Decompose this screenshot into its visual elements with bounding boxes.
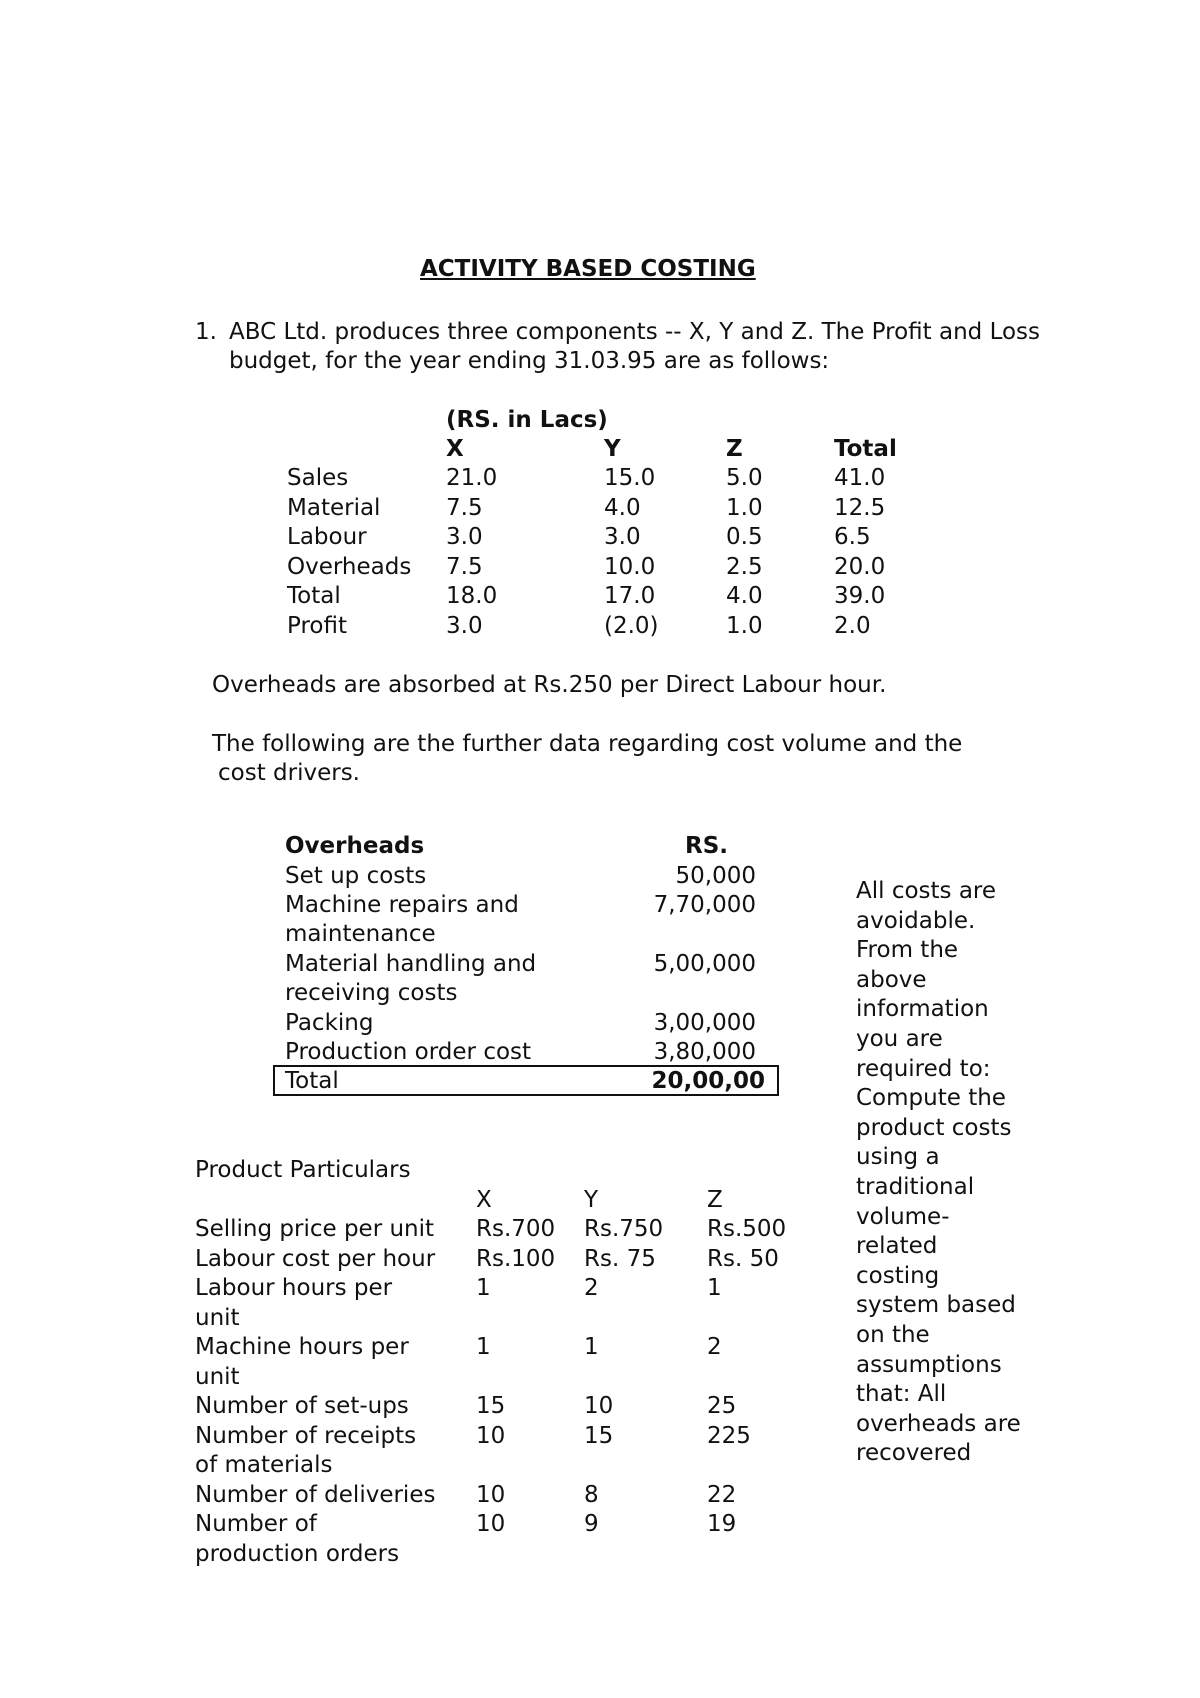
particulars-cell: 1 <box>476 1275 491 1301</box>
particulars-cell: Rs.750 <box>584 1216 664 1242</box>
particulars-header-y: Y <box>584 1187 599 1213</box>
budget-cell: 15.0 <box>604 465 656 491</box>
particulars-cell: 10 <box>476 1511 506 1537</box>
budget-header-x: X <box>446 436 464 462</box>
overheads-total-amount: 20,00,00 <box>651 1068 765 1094</box>
particulars-row-label: Number of set-ups <box>195 1393 409 1419</box>
particulars-header-z: Z <box>707 1187 723 1213</box>
particulars-cell: 1 <box>707 1275 722 1301</box>
budget-cell: 41.0 <box>834 465 886 491</box>
budget-cell: 10.0 <box>604 554 656 580</box>
budget-cell: 21.0 <box>446 465 498 491</box>
budget-cell: 4.0 <box>604 495 641 521</box>
question-number: 1. <box>195 319 217 345</box>
budget-cell: 12.5 <box>834 495 886 521</box>
budget-row <box>0 582 1200 611</box>
particulars-cell: 22 <box>707 1482 737 1508</box>
particulars-cell: 8 <box>584 1482 599 1508</box>
budget-header-total: Total <box>834 436 897 462</box>
particulars-row-label-cont: unit <box>195 1305 240 1331</box>
overhead-item-label: Material handling and <box>285 951 537 977</box>
budget-cell: 1.0 <box>726 495 763 521</box>
budget-cell: 20.0 <box>834 554 886 580</box>
budget-cell: 3.0 <box>604 524 641 550</box>
particulars-cell: 225 <box>707 1423 751 1449</box>
particulars-row-label: Machine hours per <box>195 1334 409 1360</box>
overhead-item-amount: 5,00,000 <box>653 951 756 977</box>
overheads-header-amount: RS. <box>685 833 729 859</box>
budget-cell: (2.0) <box>604 613 659 639</box>
particulars-cell: Rs.700 <box>476 1216 556 1242</box>
page-title: ACTIVITY BASED COSTING <box>420 256 756 282</box>
budget-row <box>0 523 1200 552</box>
overhead-item-amount: 50,000 <box>675 863 756 889</box>
particulars-cell: 10 <box>476 1482 506 1508</box>
budget-cell: 0.5 <box>726 524 763 550</box>
particulars-cell: 2 <box>707 1334 722 1360</box>
particulars-cell: 2 <box>584 1275 599 1301</box>
overhead-item-amount: 7,70,000 <box>653 892 756 918</box>
budget-cell: 39.0 <box>834 583 886 609</box>
particulars-row-label: Number of <box>195 1511 317 1537</box>
particulars-cell: 15 <box>476 1393 506 1419</box>
particulars-row-label: Selling price per unit <box>195 1216 435 1242</box>
particulars-row-label: Number of deliveries <box>195 1482 436 1508</box>
further-data-line-1: The following are the further data regarding cost volume and the <box>212 731 963 757</box>
overhead-item-label: Set up costs <box>285 863 427 889</box>
budget-row-label: Profit <box>287 613 347 639</box>
particulars-cell: 10 <box>476 1423 506 1449</box>
particulars-cell: 9 <box>584 1511 599 1537</box>
budget-row <box>0 494 1200 523</box>
budget-row <box>0 464 1200 493</box>
budget-header-y: Y <box>604 436 621 462</box>
budget-row <box>0 553 1200 582</box>
overhead-item-label-cont: receiving costs <box>285 980 458 1006</box>
particulars-cell: 19 <box>707 1511 737 1537</box>
particulars-row-label-cont: of materials <box>195 1452 333 1478</box>
budget-header-z: Z <box>726 436 743 462</box>
overheads-total-label: Total <box>285 1068 339 1094</box>
budget-row-label: Overheads <box>287 554 412 580</box>
particulars-row-label: Labour cost per hour <box>195 1246 436 1272</box>
particulars-cell: 1 <box>584 1334 599 1360</box>
overhead-item-amount: 3,00,000 <box>653 1010 756 1036</box>
particulars-cell: 25 <box>707 1393 737 1419</box>
overheads-header-label: Overheads <box>285 833 425 859</box>
overhead-item-label-cont: maintenance <box>285 921 436 947</box>
particulars-row-label: Number of receipts <box>195 1423 417 1449</box>
budget-unit-label: (RS. in Lacs) <box>446 407 608 433</box>
budget-cell: 7.5 <box>446 495 483 521</box>
particulars-row-label-cont: unit <box>195 1364 240 1390</box>
budget-row-label: Sales <box>287 465 349 491</box>
question-line-2: budget, for the year ending 31.03.95 are as follows: <box>229 348 830 374</box>
overhead-item-label: Machine repairs and <box>285 892 519 918</box>
overhead-item-amount: 3,80,000 <box>653 1039 756 1065</box>
budget-cell: 3.0 <box>446 524 483 550</box>
particulars-heading: Product Particulars <box>195 1157 411 1183</box>
particulars-cell: Rs.500 <box>707 1216 787 1242</box>
overhead-item-label: Production order cost <box>285 1039 532 1065</box>
budget-cell: 18.0 <box>446 583 498 609</box>
particulars-cell: Rs. 75 <box>584 1246 656 1272</box>
budget-row-label: Total <box>287 583 341 609</box>
budget-cell: 3.0 <box>446 613 483 639</box>
question-line-1: ABC Ltd. produces three components -- X, Y and Z. The Profit and Loss <box>229 319 1041 345</box>
particulars-row-label: Labour hours per <box>195 1275 393 1301</box>
budget-cell: 7.5 <box>446 554 483 580</box>
budget-row-label: Material <box>287 495 381 521</box>
particulars-cell: 15 <box>584 1423 614 1449</box>
side-note: All costs are avoidable. From the above information you are required to: Compute the product costs using a traditional volume-related costing system based on the assumptions that: All overheads are recovered <box>856 878 1021 1467</box>
particulars-cell: 1 <box>476 1334 491 1360</box>
budget-cell: 2.5 <box>726 554 763 580</box>
budget-cell: 6.5 <box>834 524 871 550</box>
budget-cell: 1.0 <box>726 613 763 639</box>
particulars-cell: 10 <box>584 1393 614 1419</box>
budget-cell: 17.0 <box>604 583 656 609</box>
particulars-header-x: X <box>476 1187 492 1213</box>
overhead-item-label: Packing <box>285 1010 374 1036</box>
particulars-row-label-cont: production orders <box>195 1541 400 1567</box>
further-data-line-2: cost drivers. <box>218 760 360 786</box>
particulars-cell: Rs.100 <box>476 1246 556 1272</box>
budget-row <box>0 612 1200 641</box>
budget-cell: 2.0 <box>834 613 871 639</box>
absorption-note: Overheads are absorbed at Rs.250 per Direct Labour hour. <box>212 672 887 698</box>
budget-cell: 5.0 <box>726 465 763 491</box>
budget-row-label: Labour <box>287 524 367 550</box>
particulars-cell: Rs. 50 <box>707 1246 779 1272</box>
budget-cell: 4.0 <box>726 583 763 609</box>
